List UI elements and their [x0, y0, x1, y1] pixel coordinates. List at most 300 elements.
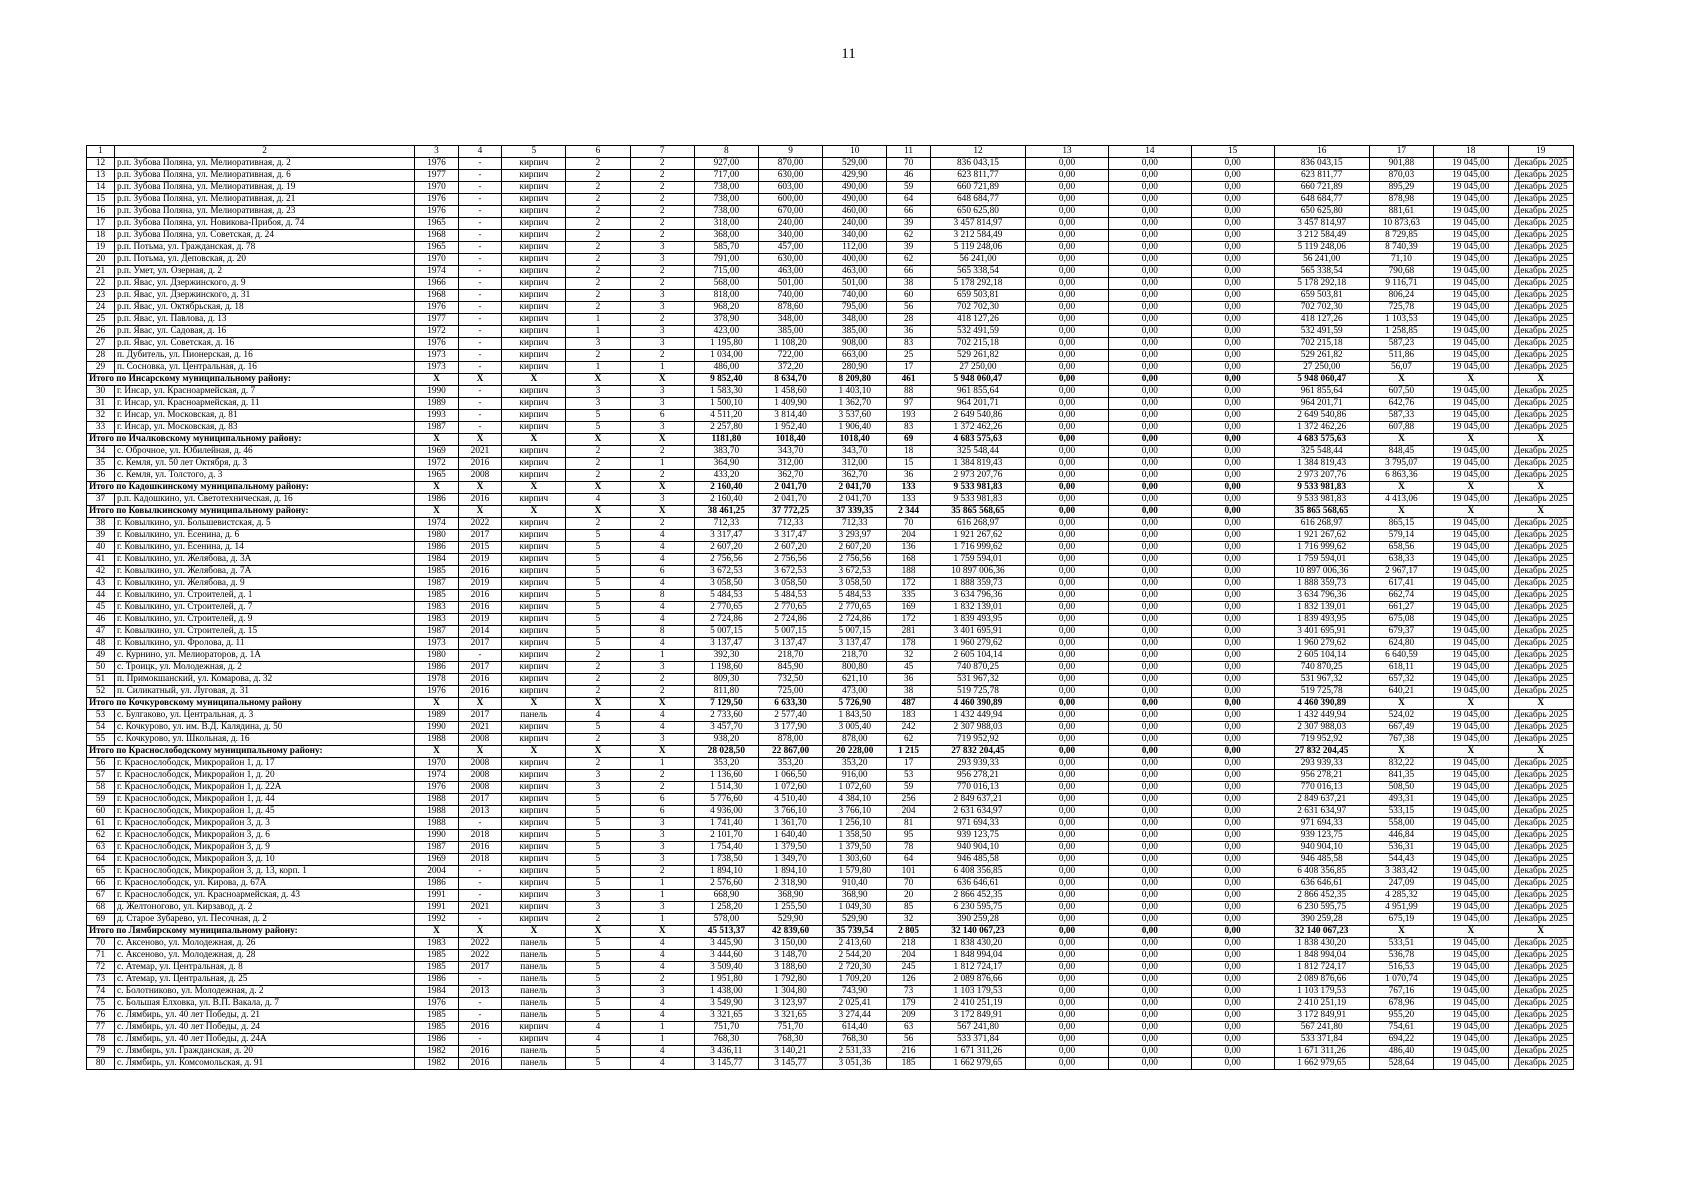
table-cell: 8	[630, 626, 694, 638]
table-row	[87, 314, 1574, 326]
table-cell: -	[458, 1010, 501, 1022]
table-cell: 1 438,00	[694, 986, 758, 998]
table-cell: 71	[87, 950, 115, 962]
table-cell: 0,00	[1026, 758, 1109, 770]
table-cell: 3 145,77	[758, 1058, 822, 1070]
table-cell: 3 321,65	[694, 1010, 758, 1022]
table-cell: 0,00	[1026, 794, 1109, 806]
table-cell: 5	[566, 554, 630, 566]
table-cell: 418 127,26	[930, 314, 1025, 326]
column-number-cell: 7	[630, 146, 694, 158]
table-cell: 1976	[415, 194, 458, 206]
table-cell: 1 432 449,94	[930, 710, 1025, 722]
table-cell: 392,30	[694, 650, 758, 662]
table-cell: 0,00	[1026, 302, 1109, 314]
table-cell: 1985	[415, 962, 458, 974]
table-cell: 0,00	[1191, 554, 1274, 566]
table-cell: 910,40	[823, 878, 887, 890]
table-cell: 0,00	[1108, 554, 1191, 566]
table-cell: 865,15	[1369, 518, 1433, 530]
address-cell: г. Краснослободск, ул. Кирова, д. 67А	[114, 878, 414, 890]
table-cell: кирпич	[502, 566, 566, 578]
table-cell: Декабрь 2025	[1508, 830, 1573, 842]
table-cell: Декабрь 2025	[1508, 578, 1573, 590]
table-cell: 1 136,60	[694, 770, 758, 782]
table-cell: 661,27	[1369, 602, 1433, 614]
table-cell: 533 371,84	[1274, 1034, 1369, 1046]
table-cell: 2	[630, 278, 694, 290]
table-cell: 3 672,53	[694, 566, 758, 578]
table-cell: 607,50	[1369, 386, 1433, 398]
table-cell: кирпич	[502, 818, 566, 830]
table-cell: 19 045,00	[1434, 914, 1509, 926]
table-cell: 533 371,84	[930, 1034, 1025, 1046]
table-cell: 1 361,70	[758, 818, 822, 830]
table-cell: 1 894,10	[694, 866, 758, 878]
table-cell: 964 201,71	[930, 398, 1025, 410]
table-cell: 2	[630, 518, 694, 530]
table-cell: 3 766,10	[758, 806, 822, 818]
table-cell: 623 811,77	[930, 170, 1025, 182]
table-cell: 460,00	[823, 206, 887, 218]
table-cell: кирпич	[502, 218, 566, 230]
total-cell: X	[566, 926, 630, 938]
table-cell: -	[458, 878, 501, 890]
table-cell: 0,00	[1108, 1010, 1191, 1022]
table-cell: 1987	[415, 842, 458, 854]
total-cell: X	[415, 746, 458, 758]
table-cell: 2 531,33	[823, 1046, 887, 1058]
table-cell: 0,00	[1191, 770, 1274, 782]
table-cell: 19 045,00	[1434, 806, 1509, 818]
table-cell: 1990	[415, 386, 458, 398]
table-cell: 578,00	[694, 914, 758, 926]
table-cell: 600,00	[758, 194, 822, 206]
table-cell: Декабрь 2025	[1508, 254, 1573, 266]
table-cell: 0,00	[1026, 422, 1109, 434]
table-cell: -	[458, 350, 501, 362]
table-cell: 12	[87, 158, 115, 170]
table-cell: 0,00	[1108, 422, 1191, 434]
table-cell: 5	[566, 1058, 630, 1070]
table-cell: 49	[87, 650, 115, 662]
table-cell: 19 045,00	[1434, 1046, 1509, 1058]
table-cell: кирпич	[502, 158, 566, 170]
table-cell: -	[458, 422, 501, 434]
table-cell: 0,00	[1026, 830, 1109, 842]
table-cell: 1993	[415, 410, 458, 422]
table-cell: 938,20	[694, 734, 758, 746]
table-cell: 0,00	[1026, 398, 1109, 410]
table-cell: 3	[630, 254, 694, 266]
column-number-cell: 3	[415, 146, 458, 158]
table-cell: 1 258,20	[694, 902, 758, 914]
table-cell: 1973	[415, 362, 458, 374]
column-number-cell: 8	[694, 146, 758, 158]
table-cell: 0,00	[1108, 662, 1191, 674]
table-cell: 19 045,00	[1434, 314, 1509, 326]
table-cell: 0,00	[1108, 170, 1191, 182]
table-cell: 1 432 449,94	[1274, 710, 1369, 722]
table-cell: кирпич	[502, 410, 566, 422]
table-cell: 2018	[458, 854, 501, 866]
table-cell: 64	[887, 194, 930, 206]
table-cell: 0,00	[1191, 170, 1274, 182]
table-cell: 662,74	[1369, 590, 1433, 602]
table-cell: 1	[630, 650, 694, 662]
table-cell: -	[458, 914, 501, 926]
table-cell: 0,00	[1108, 458, 1191, 470]
table-cell: панель	[502, 950, 566, 962]
table-cell: 2008	[458, 770, 501, 782]
table-cell: 0,00	[1108, 914, 1191, 926]
total-cell: X	[502, 506, 566, 518]
table-cell: 1 384 819,43	[930, 458, 1025, 470]
table-cell: 1 921 267,62	[930, 530, 1025, 542]
table-cell: 172	[887, 578, 930, 590]
table-row	[87, 278, 1574, 290]
table-cell: 2 724,86	[694, 614, 758, 626]
table-cell: 878,00	[823, 734, 887, 746]
table-cell: 624,80	[1369, 638, 1433, 650]
table-cell: 126	[887, 974, 930, 986]
table-row	[87, 590, 1574, 602]
table-cell: 50	[87, 662, 115, 674]
table-cell: 2016	[458, 686, 501, 698]
table-cell: 20	[87, 254, 115, 266]
table-cell: 2013	[458, 806, 501, 818]
table-cell: 2017	[458, 710, 501, 722]
table-cell: 1 108,20	[758, 338, 822, 350]
table-cell: Декабрь 2025	[1508, 590, 1573, 602]
table-cell: 3 383,42	[1369, 866, 1433, 878]
table-cell: Декабрь 2025	[1508, 218, 1573, 230]
table-cell: 531 967,32	[930, 674, 1025, 686]
table-cell: 185	[887, 1058, 930, 1070]
table-cell: 3	[630, 818, 694, 830]
table-cell: 42	[87, 566, 115, 578]
table-cell: 0,00	[1026, 1046, 1109, 1058]
table-cell: 0,00	[1026, 326, 1109, 338]
table-cell: 0,00	[1191, 914, 1274, 926]
table-cell: 3 293,97	[823, 530, 887, 542]
table-cell: 1 921 267,62	[1274, 530, 1369, 542]
table-cell: 22	[87, 278, 115, 290]
table-cell: 3 401 695,91	[1274, 626, 1369, 638]
table-cell: 53	[87, 710, 115, 722]
table-cell: 0,00	[1191, 1034, 1274, 1046]
table-cell: 1988	[415, 734, 458, 746]
table-cell: 56	[87, 758, 115, 770]
table-cell: 2 756,56	[758, 554, 822, 566]
table-cell: 46	[887, 170, 930, 182]
table-cell: 2 724,86	[823, 614, 887, 626]
table-cell: Декабрь 2025	[1508, 914, 1573, 926]
table-cell: 1976	[415, 302, 458, 314]
table-cell: кирпич	[502, 914, 566, 926]
total-cell: 0,00	[1108, 374, 1191, 386]
table-cell: 27	[87, 338, 115, 350]
table-cell: 19 045,00	[1434, 230, 1509, 242]
table-cell: 1970	[415, 254, 458, 266]
total-cell: 0,00	[1108, 506, 1191, 518]
total-cell: X	[458, 698, 501, 710]
table-cell: 3	[630, 842, 694, 854]
total-cell: X	[1508, 746, 1573, 758]
table-cell: 0,00	[1191, 1046, 1274, 1058]
table-cell: 2 849 637,21	[1274, 794, 1369, 806]
table-cell: 927,00	[694, 158, 758, 170]
table-row	[87, 974, 1574, 986]
table-cell: 9 533 981,83	[1274, 494, 1369, 506]
table-cell: 2	[566, 170, 630, 182]
table-cell: 1 458,60	[758, 386, 822, 398]
table-cell: 1 583,30	[694, 386, 758, 398]
table-cell: 544,43	[1369, 854, 1433, 866]
table-cell: 2	[630, 158, 694, 170]
table-cell: 0,00	[1026, 902, 1109, 914]
address-cell: с. Болотниково, ул. Молодежная, д. 2	[114, 986, 414, 998]
table-cell: 0,00	[1108, 290, 1191, 302]
table-cell: 712,33	[823, 518, 887, 530]
table-cell: Декабрь 2025	[1508, 206, 1573, 218]
table-cell: 1974	[415, 266, 458, 278]
table-cell: -	[458, 206, 501, 218]
table-cell: 3	[630, 338, 694, 350]
table-cell: 5	[566, 878, 630, 890]
table-cell: 2 770,65	[694, 602, 758, 614]
table-cell: Декабрь 2025	[1508, 458, 1573, 470]
table-cell: 1 716 999,62	[930, 542, 1025, 554]
table-cell: Декабрь 2025	[1508, 794, 1573, 806]
table-cell: 3 444,60	[694, 950, 758, 962]
table-cell: 940 904,10	[1274, 842, 1369, 854]
table-cell: панель	[502, 974, 566, 986]
table-cell: 3 814,40	[758, 410, 822, 422]
table-cell: 0,00	[1026, 782, 1109, 794]
address-cell: г. Ковылкино, ул. Есенина, д. 6	[114, 530, 414, 542]
table-cell: 66	[887, 266, 930, 278]
table-cell: 486,00	[694, 362, 758, 374]
table-cell: 1991	[415, 890, 458, 902]
address-cell: р.п. Явас, ул. Садовая, д. 16	[114, 326, 414, 338]
table-cell: 400,00	[823, 254, 887, 266]
table-cell: 1984	[415, 554, 458, 566]
table-cell: 0,00	[1191, 266, 1274, 278]
table-cell: 0,00	[1026, 674, 1109, 686]
table-row	[87, 338, 1574, 350]
total-cell: 0,00	[1108, 482, 1191, 494]
table-cell: кирпич	[502, 878, 566, 890]
table-cell: 1	[566, 362, 630, 374]
district-total-label: Итого по Лямбирскому муниципальному району:	[87, 926, 415, 938]
table-cell: Декабрь 2025	[1508, 266, 1573, 278]
total-cell: X	[415, 926, 458, 938]
total-cell: 133	[887, 482, 930, 494]
table-cell: 2	[566, 650, 630, 662]
address-cell: г. Краснослободск, Микрорайон 1, д. 45	[114, 806, 414, 818]
table-cell: 0,00	[1026, 590, 1109, 602]
table-row	[87, 422, 1574, 434]
table-cell: 0,00	[1108, 158, 1191, 170]
total-cell: 1 215	[887, 746, 930, 758]
table-cell: кирпич	[502, 554, 566, 566]
address-cell: г. Ковылкино, ул. Желябова, д. 7А	[114, 566, 414, 578]
table-cell: 6	[630, 794, 694, 806]
table-cell: Декабрь 2025	[1508, 842, 1573, 854]
table-cell: 3 058,50	[694, 578, 758, 590]
table-cell: 1	[566, 314, 630, 326]
table-cell: 1987	[415, 422, 458, 434]
table-cell: 362,70	[823, 470, 887, 482]
table-cell: 0,00	[1191, 218, 1274, 230]
table-cell: 19 045,00	[1434, 722, 1509, 734]
table-cell: Декабрь 2025	[1508, 962, 1573, 974]
district-total-row	[87, 374, 1574, 386]
total-cell: 0,00	[1026, 374, 1109, 386]
table-cell: 281	[887, 626, 930, 638]
table-cell: 33	[87, 422, 115, 434]
table-cell: 3 457 814,97	[930, 218, 1025, 230]
table-cell: 1965	[415, 218, 458, 230]
table-cell: 2016	[458, 842, 501, 854]
table-cell: 19 045,00	[1434, 962, 1509, 974]
total-cell: 0,00	[1026, 698, 1109, 710]
table-cell: 0,00	[1191, 998, 1274, 1010]
district-total-label: Итого по Кочкуровскому муниципальному району	[87, 698, 415, 710]
table-cell: -	[458, 1034, 501, 1046]
table-cell: 2 605 104,14	[1274, 650, 1369, 662]
table-cell: 179	[887, 998, 930, 1010]
table-cell: 67	[87, 890, 115, 902]
table-cell: 667,49	[1369, 722, 1433, 734]
table-cell: 378,90	[694, 314, 758, 326]
table-cell: 939 123,75	[1274, 830, 1369, 842]
table-cell: 5 119 248,06	[1274, 242, 1369, 254]
table-cell: 0,00	[1026, 518, 1109, 530]
table-cell: 19 045,00	[1434, 662, 1509, 674]
table-cell: 2 973 207,76	[930, 470, 1025, 482]
total-cell: 9 852,40	[694, 374, 758, 386]
table-cell: 770 016,13	[1274, 782, 1369, 794]
table-cell: 529,00	[823, 158, 887, 170]
address-cell: с. Булгаково, ул. Центральная, д. 3	[114, 710, 414, 722]
table-cell: 1986	[415, 974, 458, 986]
table-cell: 0,00	[1108, 674, 1191, 686]
table-cell: 368,90	[823, 890, 887, 902]
table-cell: 19 045,00	[1434, 794, 1509, 806]
table-cell: 19 045,00	[1434, 218, 1509, 230]
table-cell: 2016	[458, 494, 501, 506]
total-cell: 4 460 390,89	[1274, 698, 1369, 710]
table-cell: 2 720,30	[823, 962, 887, 974]
table-cell: 3 212 584,49	[1274, 230, 1369, 242]
table-cell: 172	[887, 614, 930, 626]
table-cell: 0,00	[1108, 986, 1191, 998]
address-cell: р.п. Явас, ул. Павлова, д. 13	[114, 314, 414, 326]
address-cell: с. Большая Елховка, ул. В.П. Вакала, д. 7	[114, 998, 414, 1010]
total-cell: 5 726,90	[823, 698, 887, 710]
table-cell: 0,00	[1026, 914, 1109, 926]
table-cell: 318,00	[694, 218, 758, 230]
table-cell: 368,90	[758, 890, 822, 902]
table-cell: 1 103 179,53	[1274, 986, 1369, 998]
table-cell: 4	[566, 1034, 630, 1046]
table-cell: 3	[630, 422, 694, 434]
table-row	[87, 794, 1574, 806]
table-cell: 2016	[458, 1058, 501, 1070]
table-cell: 2	[566, 302, 630, 314]
table-cell: -	[458, 314, 501, 326]
table-cell: 2 101,70	[694, 830, 758, 842]
table-cell: 57	[87, 770, 115, 782]
district-total-label: Итого по Ковылкинскому муниципальному району:	[87, 506, 415, 518]
table-cell: 0,00	[1026, 962, 1109, 974]
table-cell: Декабрь 2025	[1508, 638, 1573, 650]
table-cell: 768,30	[694, 1034, 758, 1046]
address-cell: г. Ковылкино, ул. Строителей, д. 9	[114, 614, 414, 626]
table-cell: 1987	[415, 578, 458, 590]
page-number: 11	[841, 46, 856, 62]
table-cell: 0,00	[1191, 410, 1274, 422]
table-cell: 0,00	[1108, 590, 1191, 602]
table-cell: 3 172 849,91	[930, 1010, 1025, 1022]
table-cell: 62	[887, 230, 930, 242]
table-cell: 1 838 430,20	[1274, 938, 1369, 950]
table-cell: 567 241,80	[930, 1022, 1025, 1034]
table-cell: 0,00	[1108, 650, 1191, 662]
table-cell: 0,00	[1108, 530, 1191, 542]
table-cell: кирпич	[502, 806, 566, 818]
table-cell: 3 177,90	[758, 722, 822, 734]
table-cell: кирпич	[502, 674, 566, 686]
table-cell: 2 089 876,66	[1274, 974, 1369, 986]
table-cell: 178	[887, 638, 930, 650]
table-cell: 621,10	[823, 674, 887, 686]
table-cell: 1 409,90	[758, 398, 822, 410]
table-cell: 353,20	[758, 758, 822, 770]
table-cell: 17	[887, 362, 930, 374]
total-cell: X	[1508, 434, 1573, 446]
table-cell: 623 811,77	[1274, 170, 1369, 182]
table-cell: 717,00	[694, 170, 758, 182]
table-row	[87, 242, 1574, 254]
table-cell: 2017	[458, 530, 501, 542]
table-cell: 6	[630, 410, 694, 422]
table-cell: 486,40	[1369, 1046, 1433, 1058]
table-cell: 38	[887, 278, 930, 290]
address-cell: р.п. Зубова Поляна, ул. Мелиоративная, д. 23	[114, 206, 414, 218]
table-cell: 0,00	[1026, 878, 1109, 890]
table-cell: 3 457,70	[694, 722, 758, 734]
table-cell: Декабрь 2025	[1508, 854, 1573, 866]
table-row	[87, 914, 1574, 926]
table-cell: 587,23	[1369, 338, 1433, 350]
table-cell: 1 848 994,04	[1274, 950, 1369, 962]
table-row	[87, 1034, 1574, 1046]
table-cell: 1974	[415, 518, 458, 530]
table-row	[87, 386, 1574, 398]
table-cell: 73	[87, 974, 115, 986]
table-cell: 0,00	[1026, 194, 1109, 206]
table-cell: 533,51	[1369, 938, 1433, 950]
table-cell: кирпич	[502, 590, 566, 602]
table-cell: Декабрь 2025	[1508, 974, 1573, 986]
table-cell: 2 257,80	[694, 422, 758, 434]
table-cell: -	[458, 266, 501, 278]
table-cell: 0,00	[1108, 350, 1191, 362]
table-cell: 5 484,53	[694, 590, 758, 602]
